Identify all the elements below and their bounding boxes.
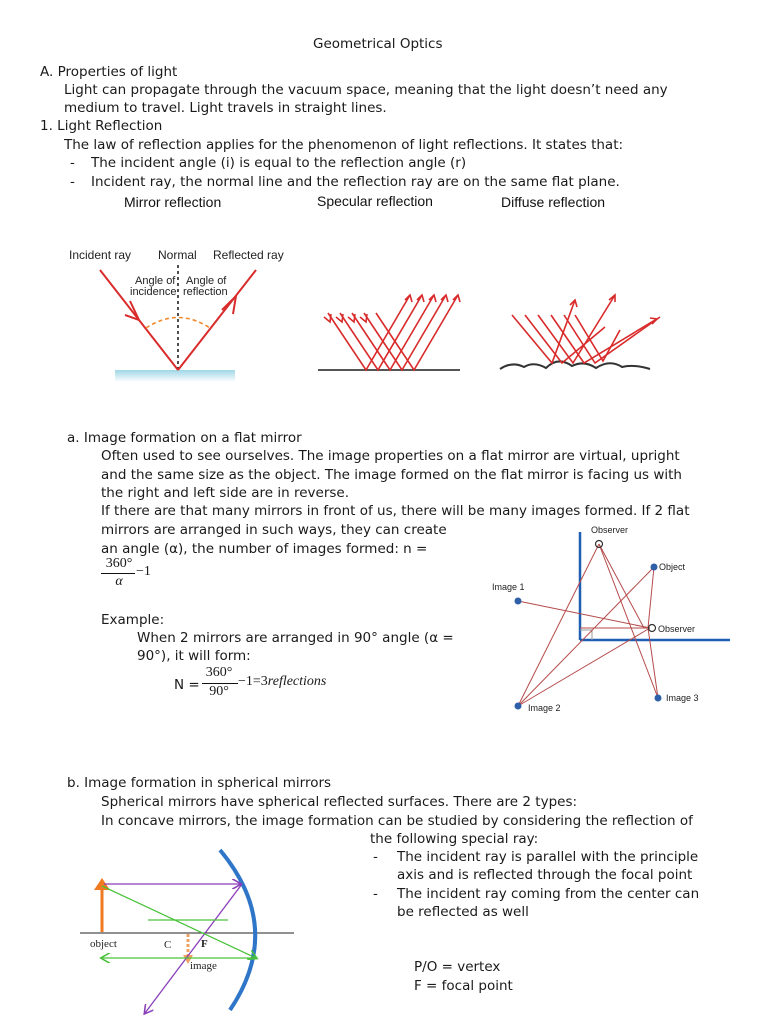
sub-a-line-1: Often used to see ourselves. The image properties on a flat mirror are virtual, upright bbox=[101, 448, 680, 464]
example-numerator: 360° bbox=[205, 665, 233, 680]
sub-a-line-4: If there are that many mirrors in front of us, there will be many images formed. If 2 flat bbox=[101, 503, 690, 519]
sub-b-bullet-2-line-2: be reflected as well bbox=[397, 904, 529, 920]
example-tail bbox=[238, 674, 326, 690]
specular-reflection-title: Specular reflection bbox=[317, 193, 433, 209]
sub-a-line-2: and the same size as the object. The image formed on the flat mirror is facing us with bbox=[101, 467, 682, 483]
image-2-marker bbox=[515, 703, 522, 710]
object-label: object bbox=[90, 938, 117, 950]
sub-a-line-5: mirrors are arranged in such ways, they can create bbox=[101, 522, 447, 538]
object-label: Object bbox=[659, 562, 686, 572]
sub-b-line-2: In concave mirrors, the image formation can be studied by considering the reflection of bbox=[101, 813, 693, 829]
bullet-dash: - bbox=[373, 849, 378, 865]
example-line-1: When 2 mirrors are arranged in 90° angle (α = bbox=[137, 630, 454, 646]
object-marker bbox=[651, 564, 658, 571]
sub-a-heading: a. Image formation on a flat mirror bbox=[67, 430, 302, 446]
formula-denominator: α bbox=[115, 574, 123, 589]
image-3-marker bbox=[655, 695, 662, 702]
mirror-reflection-title: Mirror reflection bbox=[124, 194, 222, 210]
example-line-2: 90°), it will form: bbox=[137, 648, 251, 664]
angle-reflection-label-2: reflection bbox=[183, 286, 228, 298]
concave-mirror bbox=[220, 850, 255, 1010]
example-heading: Example: bbox=[101, 612, 165, 628]
normal-label: Normal bbox=[158, 248, 197, 262]
c-label: C bbox=[164, 939, 172, 951]
example-formula-lead: N = bbox=[174, 677, 200, 693]
section-a-line-2: medium to travel. Light travels in straight lines. bbox=[64, 100, 387, 116]
sub-b-bullet-2-line-1: The incident ray coming from the center can bbox=[397, 886, 700, 902]
incident-ray-label: Incident ray bbox=[69, 248, 132, 262]
section-1-heading: 1. Light Reflection bbox=[40, 118, 163, 134]
section-a-heading: A. Properties of light bbox=[40, 64, 178, 80]
image-1-label: Image 1 bbox=[492, 582, 525, 592]
angle-reflection-label-1: Angle of bbox=[186, 275, 227, 287]
bullet-dash: - bbox=[373, 886, 378, 902]
concave-mirror-diagram bbox=[80, 848, 300, 1018]
two-mirror-diagram bbox=[488, 520, 738, 720]
example-tail-word: reflections bbox=[267, 674, 327, 689]
formula-tail: −1 bbox=[136, 564, 151, 579]
observer-right-label: Observer bbox=[658, 624, 696, 634]
image-3-label: Image 3 bbox=[666, 693, 699, 703]
bullet-dash: - bbox=[70, 155, 75, 171]
sub-b-bullet-1-line-2: axis and is reflected through the focal point bbox=[397, 867, 693, 883]
formula-numerator: 360° bbox=[105, 556, 133, 571]
sub-a-line-3: the right and left side are in reverse. bbox=[101, 485, 350, 501]
mirror-surface bbox=[115, 370, 235, 382]
diffuse-rays bbox=[512, 295, 660, 363]
image-2-label: Image 2 bbox=[528, 703, 561, 713]
section-1-intro: The law of reflection applies for the phenomenon of light reflections. It states that: bbox=[64, 137, 624, 153]
specular-rays bbox=[324, 295, 460, 370]
section-1-bullet-2: Incident ray, the normal line and the reflection ray are on the same flat plane. bbox=[91, 174, 620, 190]
sub-b-bullet-1-line-1: The incident ray is parallel with the principle bbox=[397, 849, 699, 865]
sub-b-heading: b. Image formation in spherical mirrors bbox=[67, 775, 332, 791]
diffuse-reflection-title: Diffuse reflection bbox=[501, 194, 606, 210]
diagram-rays bbox=[518, 544, 658, 706]
example-tail-math: −1=3 bbox=[238, 674, 268, 689]
bullet-dash: - bbox=[70, 174, 75, 190]
sub-b-line-1: Spherical mirrors have spherical reflected surfaces. There are 2 types: bbox=[101, 794, 578, 810]
observer-top-label: Observer bbox=[591, 525, 629, 535]
note-focal-point: F = focal point bbox=[414, 978, 513, 994]
page-title: Geometrical Optics bbox=[313, 36, 443, 52]
diffuse-surface bbox=[500, 361, 650, 369]
sub-a-line-6: an angle (α), the number of images formed: n = bbox=[101, 541, 428, 557]
angle-incidence-label-2: incidence bbox=[130, 286, 177, 298]
image-1-marker bbox=[515, 598, 522, 605]
note-vertex: P/O = vertex bbox=[414, 959, 501, 975]
section-1-bullet-1: The incident angle (i) is equal to the reflection angle (r) bbox=[91, 155, 467, 171]
angle-incidence-label-1: Angle of bbox=[135, 275, 176, 287]
sub-b-line-3: the following special ray: bbox=[370, 831, 539, 847]
reflected-ray-label: Reflected ray bbox=[213, 248, 284, 262]
images-formula bbox=[100, 556, 180, 590]
image-label: image bbox=[190, 960, 217, 972]
example-denominator: 90° bbox=[209, 684, 229, 699]
example-formula bbox=[200, 665, 360, 701]
reflected-purple-ray bbox=[145, 884, 242, 1013]
f-label: F bbox=[201, 938, 208, 950]
section-a-line-1: Light can propagate through the vacuum space, meaning that the light doesn’t need any bbox=[64, 82, 668, 98]
reflection-figure bbox=[60, 235, 700, 385]
